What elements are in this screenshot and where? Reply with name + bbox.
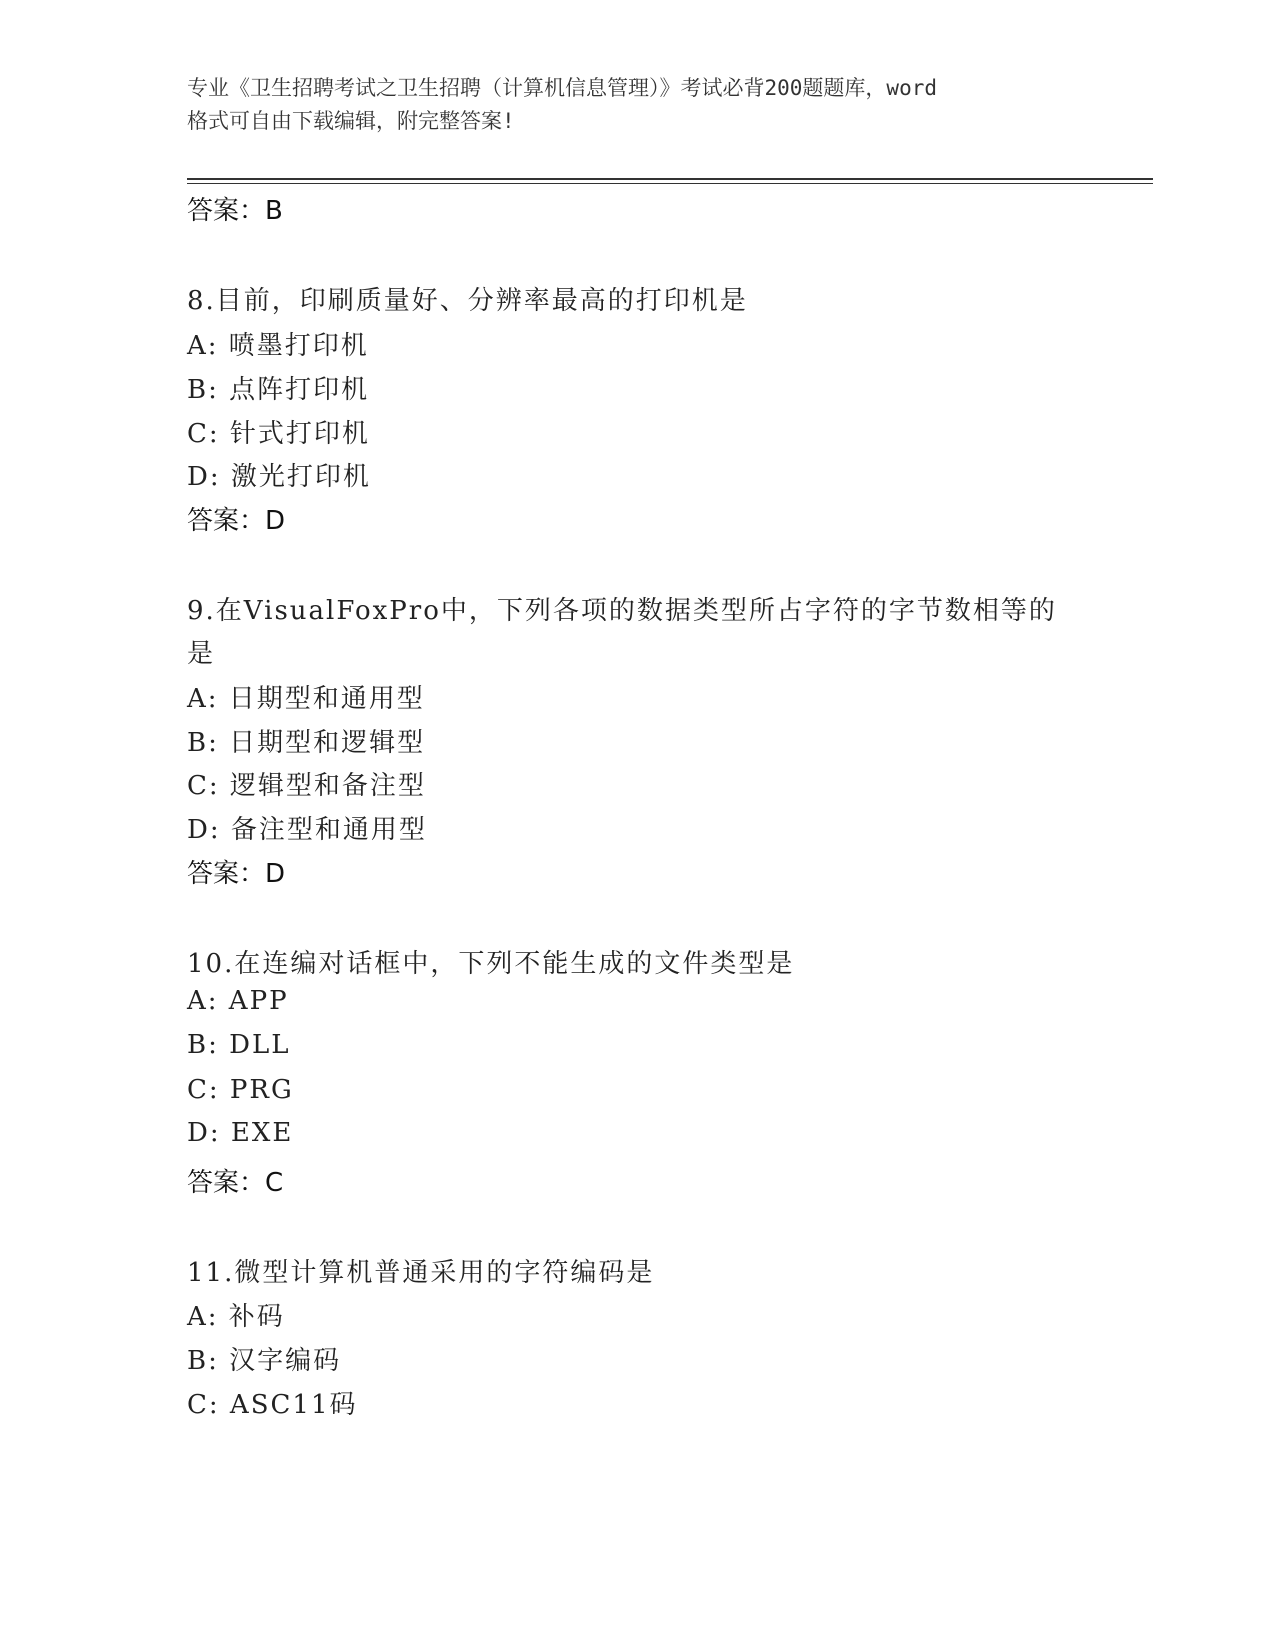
- header-divider-thin: [187, 183, 1153, 184]
- question-10-text: 10.在连编对话框中，下列不能生成的文件类型是: [187, 949, 795, 979]
- question-9-option-a: A: 日期型和通用型: [187, 684, 425, 714]
- header-divider-thick: [187, 178, 1153, 180]
- question-10-option-a: A: APP: [187, 986, 289, 1016]
- question-9-option-d: D: 备注型和通用型: [187, 815, 427, 845]
- question-8-option-c: C: 针式打印机: [187, 419, 370, 449]
- question-11-option-a: A: 补码: [187, 1302, 285, 1332]
- question-11-option-c: C: ASC11码: [187, 1390, 358, 1420]
- question-9-text-line-1: 9.在VisualFoxPro中，下列各项的数据类型所占字符的字节数相等的: [187, 596, 1057, 626]
- question-8-option-a: A: 喷墨打印机: [187, 331, 369, 361]
- question-10-option-b: B: DLL: [187, 1030, 291, 1060]
- document-header: [187, 72, 1087, 138]
- answer-q10: 答案：C: [187, 1168, 284, 1198]
- question-10-option-c: C: PRG: [187, 1075, 294, 1105]
- answer-q9: 答案：D: [187, 859, 286, 889]
- question-8-option-b: B: 点阵打印机: [187, 375, 370, 405]
- answer-q8: 答案：D: [187, 506, 286, 536]
- question-11-text: 11.微型计算机普通采用的字符编码是: [187, 1258, 655, 1288]
- question-11-option-b: B: 汉字编码: [187, 1346, 342, 1376]
- header-line-2: 格式可自由下载编辑，附完整答案!: [187, 109, 515, 133]
- question-10-option-d: D: EXE: [187, 1118, 294, 1148]
- question-8-text: 8.目前，印刷质量好、分辨率最高的打印机是: [187, 286, 748, 316]
- answer-q7: 答案：B: [187, 196, 283, 226]
- question-9-option-c: C: 逻辑型和备注型: [187, 771, 426, 801]
- question-9-option-b: B: 日期型和逻辑型: [187, 728, 426, 758]
- question-8-option-d: D: 激光打印机: [187, 462, 371, 492]
- header-line-1: 专业《卫生招聘考试之卫生招聘（计算机信息管理）》考试必背200题题库，word: [187, 76, 937, 100]
- question-9-text-line-2: 是: [187, 639, 216, 669]
